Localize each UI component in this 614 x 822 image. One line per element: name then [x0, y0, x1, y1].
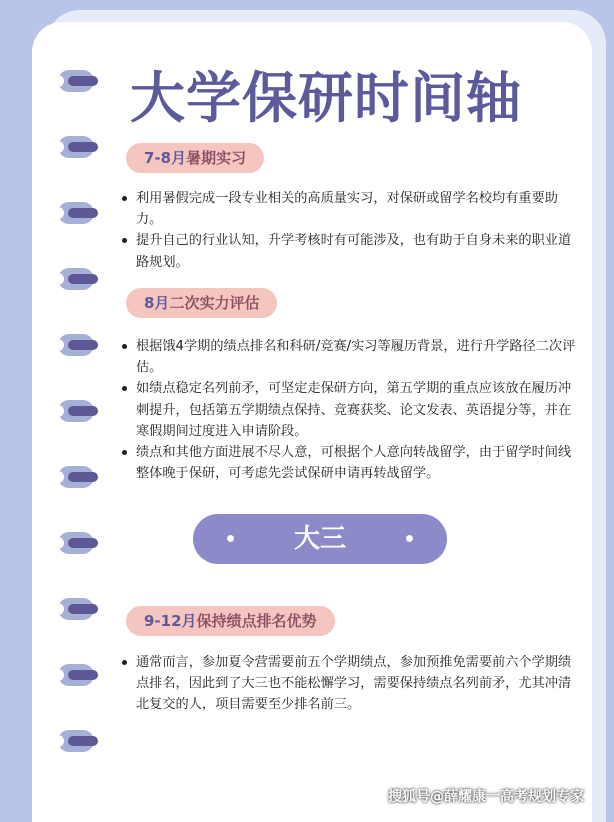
- bullet-list-summer-internship: [120, 188, 580, 273]
- ring-icon: [58, 466, 94, 488]
- ring-icon: [58, 532, 94, 554]
- list-item: 如绩点稳定名列前矛，可坚定走保研方向，第五学期的重点应该放在履历冲刺提升，包括第五学期绩点保持、竞赛获奖、论文发表、英语提分等，并在寒假期间过度进入申请阶段。: [120, 378, 580, 442]
- year-banner: [193, 514, 447, 564]
- section-period: 9-12月: [144, 612, 197, 630]
- bullet-list-second-assessment: [120, 336, 580, 484]
- banner-dot-icon: [406, 535, 413, 542]
- ring-icon: [58, 70, 94, 92]
- ring-icon: [58, 598, 94, 620]
- ring-icon: [58, 400, 94, 422]
- ring-icon: [58, 334, 94, 356]
- list-item: 提升自己的行业认知，升学考核时有可能涉及，也有助于自身未来的职业道路规划。: [120, 230, 580, 272]
- banner-dot-icon: [227, 535, 234, 542]
- list-item: 通常而言，参加夏令营需要前五个学期绩点，参加预推免需要前六个学期绩点排名，因此到了大三也不能松懈学习，需要保持绩点名列前矛，尤其冲清北复交的人，项目需要至少排名前三。: [120, 652, 580, 716]
- section-heading-second-assessment: [126, 288, 277, 318]
- watermark-footer: 搜狐号@薛耀康一高考规划专家: [388, 789, 584, 805]
- year-banner-label: 大三: [293, 524, 346, 554]
- section-period: 8月: [144, 294, 170, 312]
- section-heading-summer-internship: [126, 143, 264, 173]
- ring-icon: [58, 730, 94, 752]
- ring-icon: [58, 268, 94, 290]
- section-period: 7-8月: [144, 149, 187, 167]
- list-item: 根据饿4学期的绩点排名和科研/竞赛/实习等履历背景，进行升学路径二次评估。: [120, 336, 580, 378]
- bullet-list-keep-gpa: [120, 652, 580, 716]
- section-heading-keep-gpa: [126, 606, 335, 636]
- list-item: 绩点和其他方面进展不尽人意，可根据个人意向转战留学，由于留学时间线整体晚于保研，可考虑先尝试保研申请再转战留学。: [120, 442, 580, 484]
- ring-icon: [58, 202, 94, 224]
- section-heading-text: 二次实力评估: [169, 294, 260, 312]
- section-heading-text: 保持绩点排名优势: [196, 612, 317, 630]
- section-heading-text: 暑期实习: [186, 149, 247, 167]
- page-title: 大学保研时间轴: [130, 66, 523, 130]
- list-item: 利用暑假完成一段专业相关的高质量实习，对保研或留学名校均有重要助力。: [120, 188, 580, 230]
- ring-icon: [58, 136, 94, 158]
- ring-icon: [58, 664, 94, 686]
